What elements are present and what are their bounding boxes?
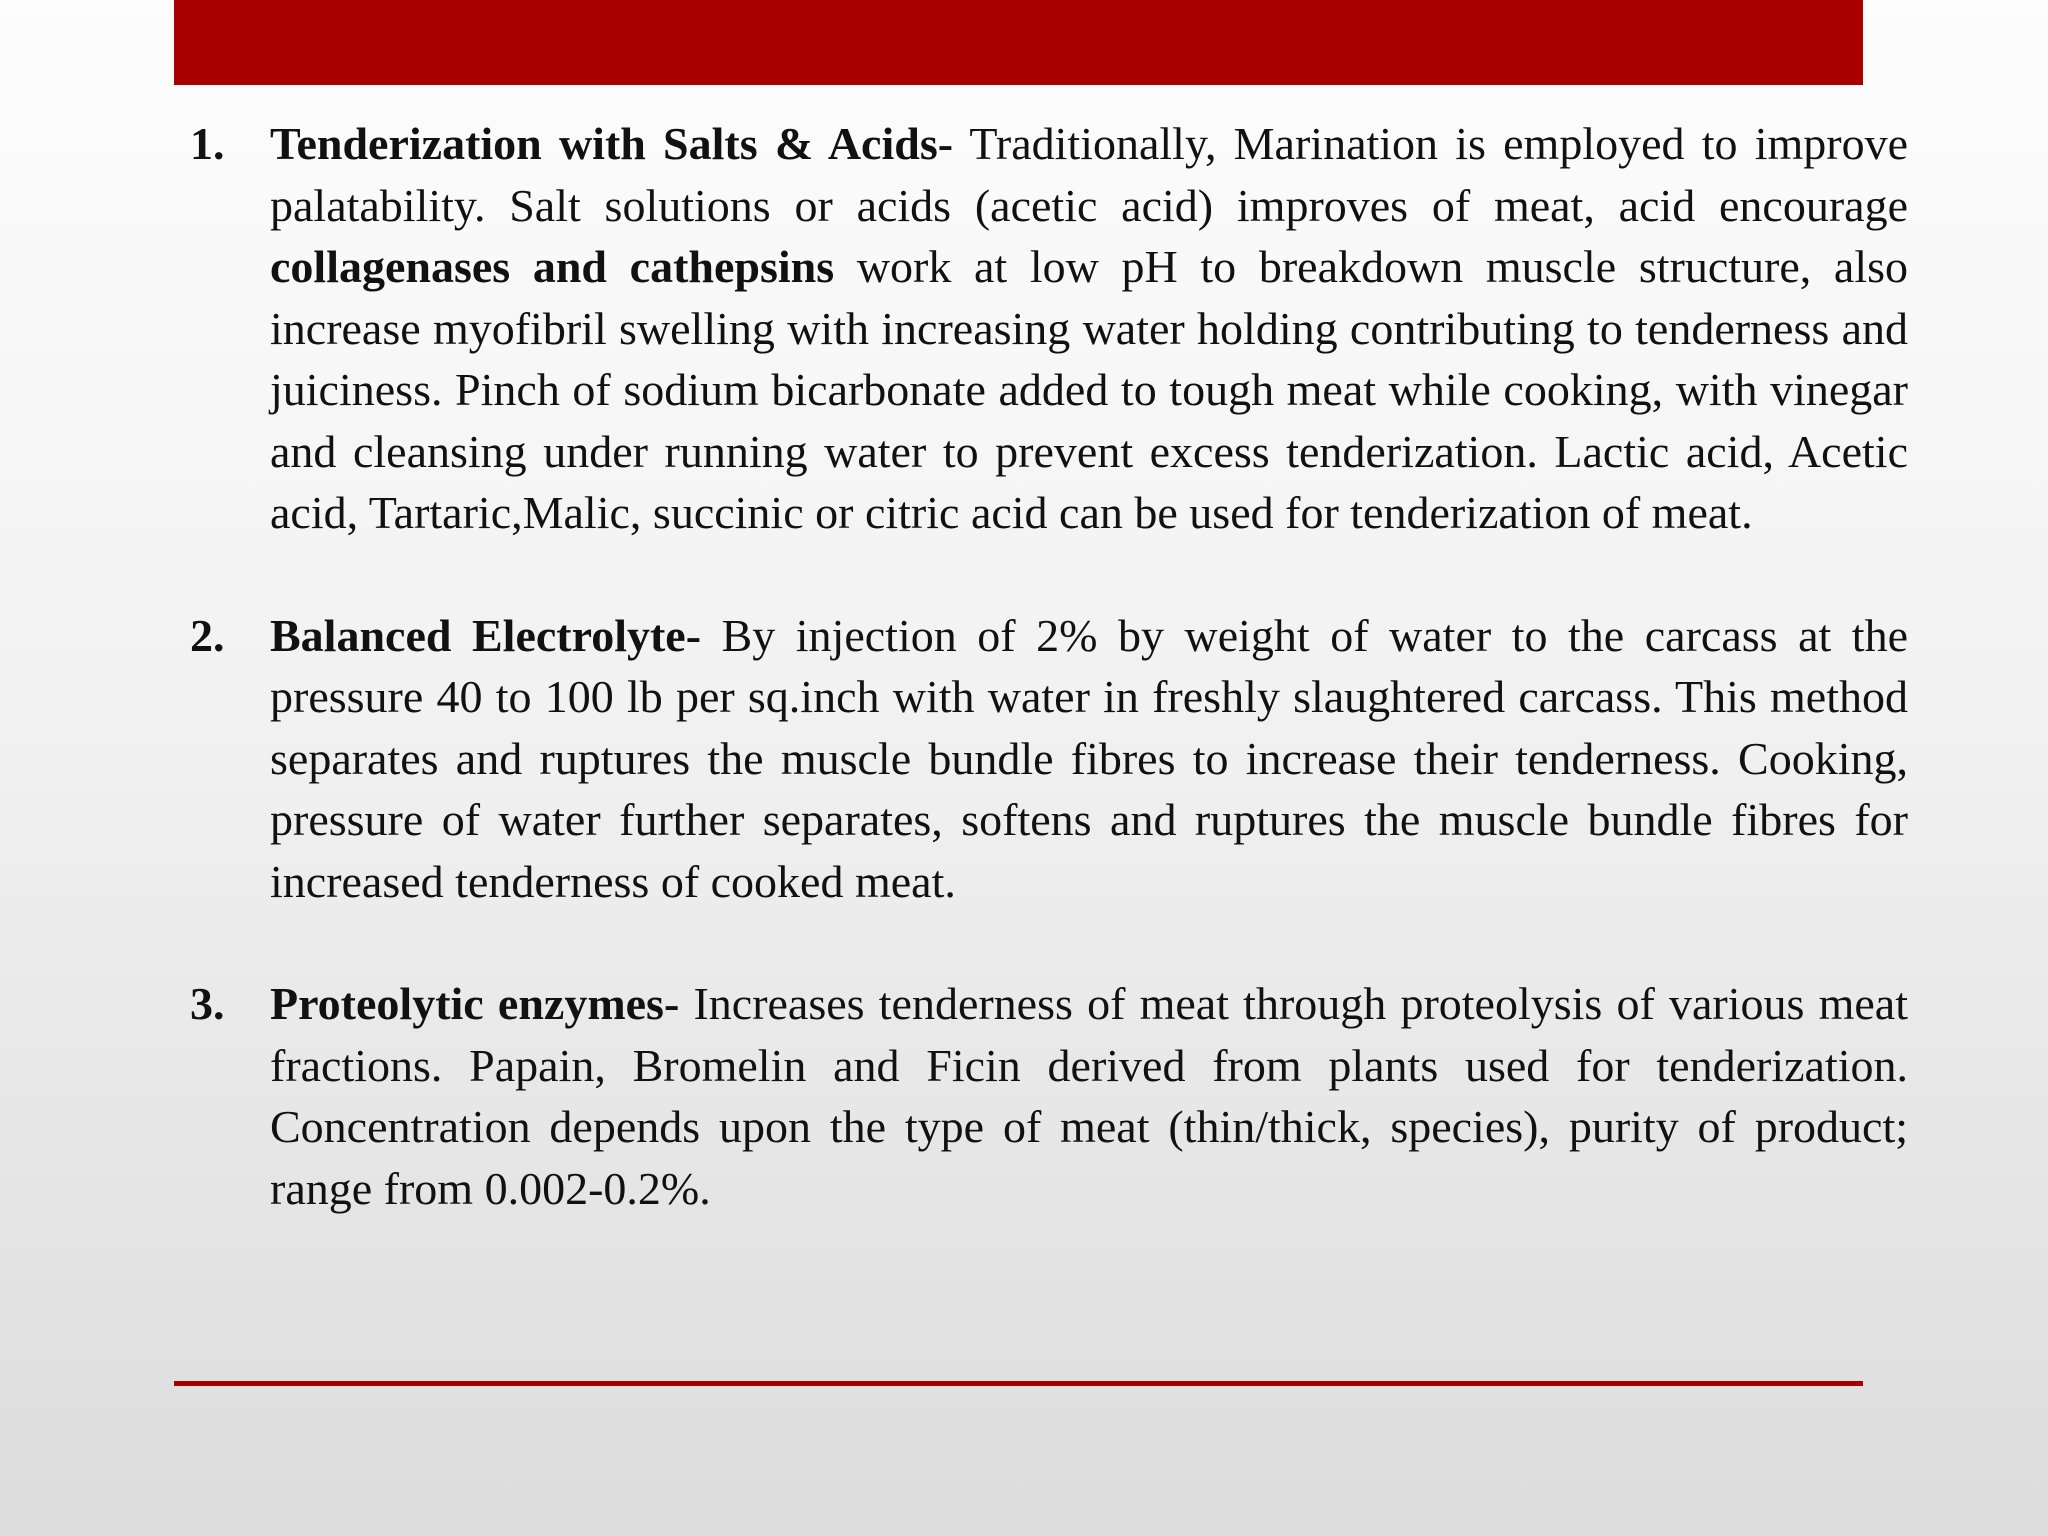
- list-item-text-continued: work at low pH to breakdown muscle structure, also increase myofibril swelling with increasing water holding contributing to tenderness and juiciness. Pinch of sodium bicarbonate added to tough meat while cooking, with vinegar and cleansing under running water to prevent excess tenderization. Lactic acid, Acetic acid, Tartaric,Malic, succinic or citric acid can be used for tenderization of meat.: [270, 241, 1908, 538]
- list-item-title: Tenderization with Salts & Acids-: [270, 118, 954, 169]
- bottom-accent-rule: [174, 1381, 1863, 1386]
- list-item-text: Traditionally, Marination is employed to improve palatability. Salt solutions or acids (acetic acid) improves of meat, acid encourage: [270, 118, 1909, 231]
- list-item-salts-acids: [190, 113, 1908, 544]
- list-item-balanced-electrolyte: [190, 605, 1908, 913]
- list-item-bold-phrase: collagenases and cathepsins: [270, 241, 835, 292]
- list-item-text: By injection of 2% by weight of water to the carcass at the pressure 40 to 100 lb per sq.inch with water in freshly slaughtered carcass. This method separates and ruptures the muscle bundle fibres to increase their tenderness. Cooking, pressure of water further separates, softens and ruptures the muscle bundle fibres for increased tenderness of cooked meat.: [270, 609, 1908, 907]
- list-item-number: 1.: [190, 118, 225, 169]
- top-accent-bar: [174, 0, 1863, 85]
- list-item-number: 3.: [190, 978, 225, 1029]
- list-item-text: Increases tenderness of meat through proteolysis of various meat fractions. Papain, Bromelin and Ficin derived from plants used for tenderization. Concentration depends upon the type of meat (thin/thick, species), purity of product; range from 0.002-0.2%.: [270, 978, 1908, 1214]
- list-item-number: 2.: [190, 609, 225, 661]
- slide-content: [190, 113, 1908, 1219]
- list-item-proteolytic-enzymes: [190, 973, 1908, 1219]
- list-item-title: Balanced Electrolyte-: [270, 609, 702, 661]
- list-item-title: Proteolytic enzymes-: [270, 978, 680, 1029]
